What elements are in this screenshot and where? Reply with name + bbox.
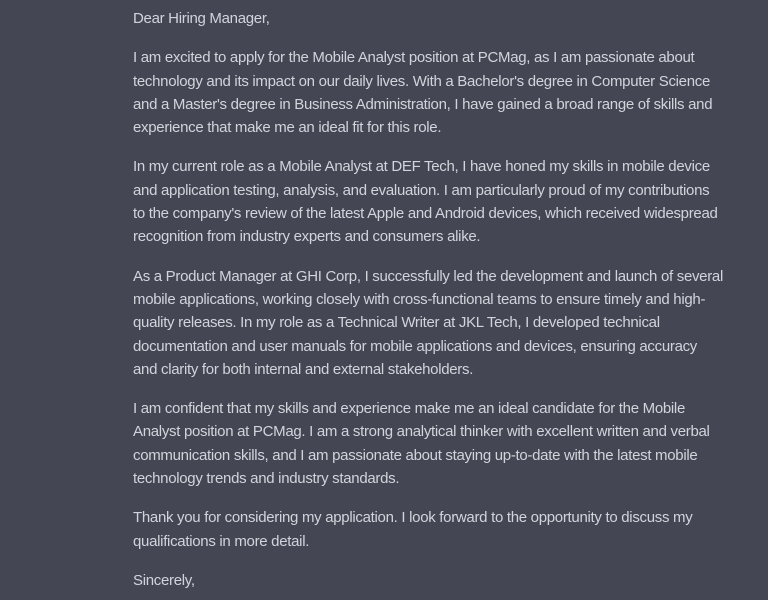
letter-line: Sincerely,: [133, 571, 195, 589]
letter-line: and application testing, analysis, and evaluation. I am particularly proud of my contributions: [133, 181, 710, 199]
letter-line: Thank you for considering my application. I look forward to the opportunity to discuss my: [133, 509, 693, 527]
letter-line: As a Product Manager at GHI Corp, I successfully led the development and launch of several: [133, 267, 723, 285]
letter-line: experience that make me an ideal fit for this role.: [133, 119, 442, 137]
letter-line: and a Master's degree in Business Administration, I have gained a broad range of skills and: [133, 95, 713, 113]
letter-paragraph: [133, 155, 718, 248]
letter-paragraph: [133, 397, 708, 490]
letter-line: documentation and user manuals for mobile applications and devices, ensuring accuracy: [133, 337, 698, 355]
letter-paragraph: [133, 265, 723, 381]
letter-paragraph: [133, 7, 708, 30]
letter-line: qualifications in more detail.: [133, 532, 310, 550]
letter-line: I am excited to apply for the Mobile Analyst position at PCMag, as I am passionate about: [133, 49, 695, 67]
letter-line: Dear Hiring Manager,: [133, 10, 270, 27]
letter-line: and clarity for both internal and external stakeholders.: [133, 360, 474, 378]
letter-line: In my current role as a Mobile Analyst at DEF Tech, I have honed my skills in mobile device: [133, 158, 710, 176]
letter-paragraph: [133, 506, 708, 553]
letter-line: quality releases. In my role as a Technical Writer at JKL Tech, I developed technical: [133, 314, 660, 332]
letter-line: recognition from industry experts and consumers alike.: [133, 228, 481, 246]
letter-line: to the company's review of the latest Apple and Android devices, which received widespread: [133, 205, 718, 223]
letter-line: Analyst position at PCMag. I am a strong analytical thinker with excellent written and verbal: [133, 423, 710, 441]
letter-line: mobile applications, working closely with cross-functional teams to ensure timely and high-: [133, 290, 706, 308]
letter-line: communication skills, and I am passionate about staying up-to-date with the latest mobile: [133, 446, 698, 464]
letter-line: I am confident that my skills and experience make me an ideal candidate for the Mobile: [133, 400, 686, 418]
letter-line: technology trends and industry standards.: [133, 470, 400, 488]
letter-paragraph: [133, 46, 713, 139]
letter-line: technology and its impact on our daily lives. With a Bachelor's degree in Computer Science: [133, 72, 711, 90]
letter-paragraph: [133, 569, 708, 592]
